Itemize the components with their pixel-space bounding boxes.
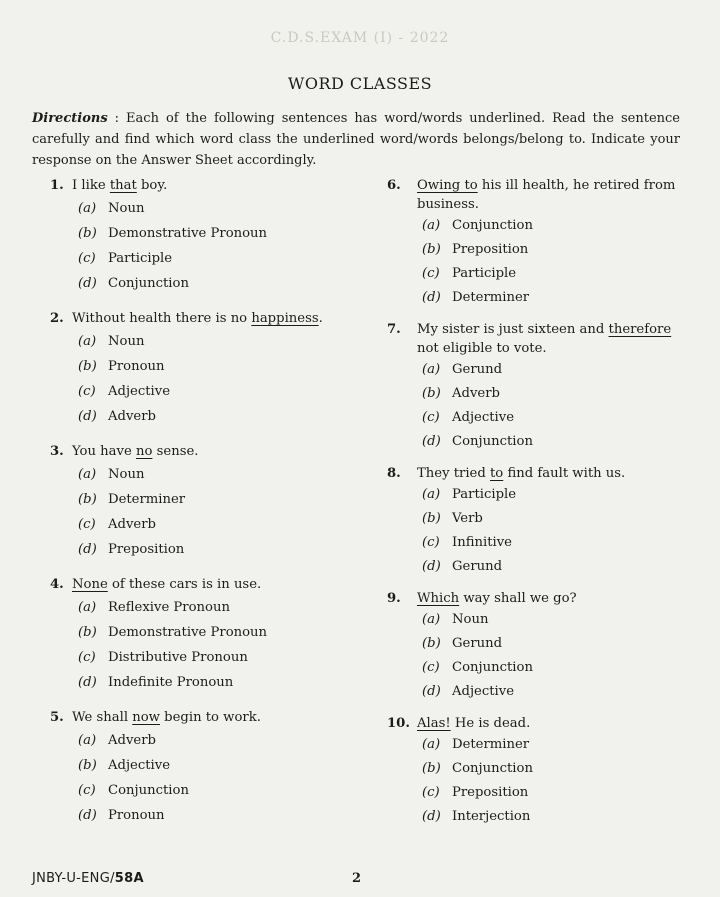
option-b: (b) Determiner xyxy=(78,492,186,507)
question-number: 6. xyxy=(387,178,401,193)
question-text: Without health there is no happiness. xyxy=(72,311,323,326)
question-text: Which way shall we go? xyxy=(417,591,577,606)
option-d: (d) Pronoun xyxy=(78,808,165,823)
question-number: 7. xyxy=(387,322,401,337)
option-a: (a) Noun xyxy=(422,612,489,627)
right-column xyxy=(387,176,697,833)
left-column xyxy=(50,176,360,833)
question-number: 10. xyxy=(387,716,410,731)
option-c: (c) Conjunction xyxy=(422,660,533,675)
option-a: (a) Noun xyxy=(78,201,145,216)
underlined-word: Alas! xyxy=(417,716,451,731)
option-c: (c) Adverb xyxy=(78,517,156,532)
question-text: My sister is just sixteen and therefore not eligible to vote. xyxy=(417,322,672,356)
question-number: 8. xyxy=(387,466,401,481)
question-number: 1. xyxy=(50,178,64,193)
option-a: (a) Gerund xyxy=(422,362,503,377)
option-d: (d) Conjunction xyxy=(422,434,533,449)
question-5 xyxy=(50,708,360,833)
underlined-word: now xyxy=(132,710,160,725)
page-title: WORD CLASSES xyxy=(287,74,433,93)
question-text: I like that boy. xyxy=(72,178,168,193)
option-d: (d) Preposition xyxy=(78,542,185,557)
question-1 xyxy=(50,176,360,301)
question-4 xyxy=(50,575,360,700)
option-a: (a) Reflexive Pronoun xyxy=(78,600,230,615)
option-c: (c) Participle xyxy=(422,266,517,281)
option-a: (a) Noun xyxy=(78,334,145,349)
question-text: We shall now begin to work. xyxy=(72,710,261,725)
option-d: (d) Adverb xyxy=(78,409,156,424)
option-b: (b) Pronoun xyxy=(78,359,165,374)
booklet-code: JNBY-U-ENG/58A xyxy=(32,871,144,886)
question-text: You have no sense. xyxy=(72,444,199,459)
option-d: (d) Determiner xyxy=(422,290,530,305)
option-a: (a) Noun xyxy=(78,467,145,482)
option-b: (b) Preposition xyxy=(422,242,529,257)
question-3 xyxy=(50,442,360,567)
option-b: (b) Demonstrative Pronoun xyxy=(78,625,268,640)
question-2 xyxy=(50,309,360,434)
option-c: (c) Participle xyxy=(78,251,173,266)
question-10 xyxy=(387,714,697,833)
underlined-word: therefore xyxy=(608,322,672,337)
question-number: 5. xyxy=(50,710,64,725)
underlined-word: happiness xyxy=(251,311,319,326)
option-b: (b) Conjunction xyxy=(422,761,533,776)
option-a: (a) Determiner xyxy=(422,737,530,752)
question-7 xyxy=(387,320,697,458)
underlined-word: None xyxy=(72,577,108,592)
option-a: (a) Conjunction xyxy=(422,218,533,233)
directions-paragraph xyxy=(32,108,680,171)
question-text: None of these cars is in use. xyxy=(72,577,262,592)
question-number: 9. xyxy=(387,591,401,606)
question-number: 2. xyxy=(50,311,64,326)
faint-header: C.D.S.EXAM (I) - 2022 xyxy=(270,30,450,46)
option-d: (d) Interjection xyxy=(422,809,531,824)
option-d: (d) Conjunction xyxy=(78,276,189,291)
directions-text: : Each of the following sentences has word/words underlined. Read the sentence carefully and find which word class the underlined word/words belongs/belong to. Indicate your response on the Answer Sheet accordingly. xyxy=(32,111,680,168)
option-a: (a) Participle xyxy=(422,487,517,502)
option-b: (b) Gerund xyxy=(422,636,503,651)
option-c: (c) Adjective xyxy=(422,410,515,425)
option-c: (c) Conjunction xyxy=(78,783,189,798)
question-8 xyxy=(387,464,697,583)
underlined-word: no xyxy=(136,444,153,459)
question-text: Owing to his ill health, he retired from business. xyxy=(417,178,676,212)
underlined-word: that xyxy=(109,178,137,193)
option-c: (c) Preposition xyxy=(422,785,529,800)
question-number: 4. xyxy=(50,577,64,592)
underlined-word: to xyxy=(490,466,504,481)
question-text: They tried to find fault with us. xyxy=(417,466,626,481)
question-9 xyxy=(387,589,697,708)
option-d: (d) Adjective xyxy=(422,684,515,699)
option-d: (d) Indefinite Pronoun xyxy=(78,675,234,690)
page-number: 2 xyxy=(352,871,362,886)
option-d: (d) Gerund xyxy=(422,559,503,574)
question-text: Alas! He is dead. xyxy=(417,716,531,731)
option-b: (b) Adjective xyxy=(78,758,171,773)
option-a: (a) Adverb xyxy=(78,733,156,748)
option-b: (b) Demonstrative Pronoun xyxy=(78,226,268,241)
underlined-word: Owing to xyxy=(417,178,478,193)
option-b: (b) Adverb xyxy=(422,386,500,401)
underlined-word: Which xyxy=(417,591,460,606)
question-number: 3. xyxy=(50,444,64,459)
option-c: (c) Infinitive xyxy=(422,535,512,550)
option-c: (c) Adjective xyxy=(78,384,171,399)
directions-label: Directions xyxy=(32,111,108,126)
question-6 xyxy=(387,176,697,314)
option-b: (b) Verb xyxy=(422,511,483,526)
option-c: (c) Distributive Pronoun xyxy=(78,650,248,665)
